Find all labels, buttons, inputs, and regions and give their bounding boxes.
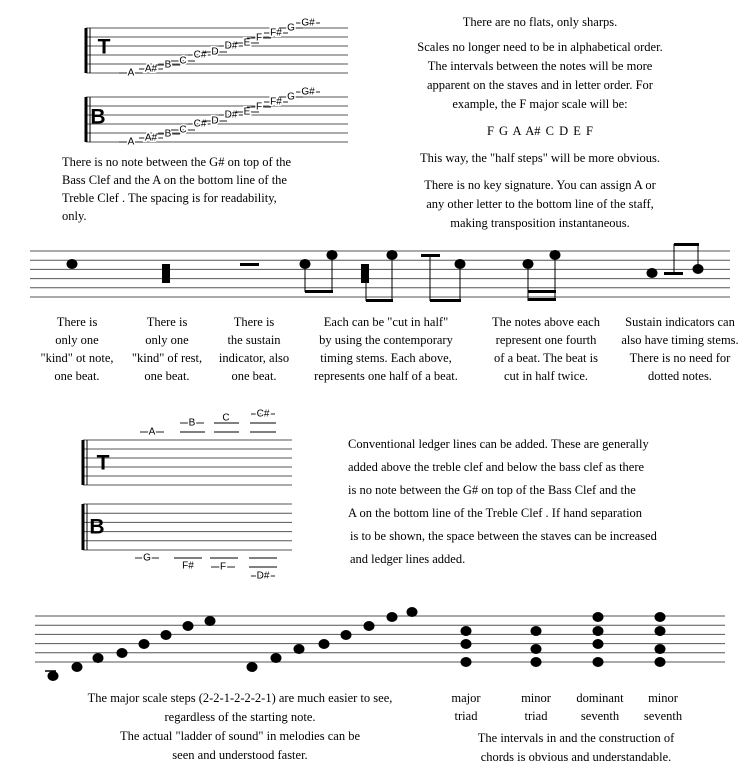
caption-note (40, 313, 113, 385)
note-head (593, 657, 604, 667)
text-line: added above the treble clef and below the bass clef as there (348, 460, 645, 474)
text-line: Treble Clef . The spacing is for readability, (62, 191, 277, 205)
text-line: by using the contemporary (319, 333, 453, 347)
bass-clef-label: B (89, 515, 105, 539)
note-head (593, 612, 604, 622)
beam (528, 290, 556, 293)
note-head (655, 626, 666, 636)
note-label: G (287, 22, 295, 34)
note-head (161, 630, 172, 640)
note-label: C# (193, 118, 207, 130)
note-label: A (127, 136, 135, 148)
note-head (205, 616, 216, 626)
text-line: one beat. (54, 369, 100, 383)
sustain-indicator (240, 263, 259, 266)
text-line: There is no need for (629, 351, 731, 365)
note-head (461, 657, 472, 667)
note-label: F (255, 32, 263, 44)
note-label: A# (144, 132, 158, 144)
note-head (387, 612, 398, 622)
note-head (655, 657, 666, 667)
text-line: dotted notes. (648, 369, 712, 383)
text-line: There is no note between the G# on top of the (62, 155, 292, 169)
text-line: triad (454, 709, 478, 723)
caption-sustain (219, 313, 289, 385)
note-head (364, 621, 375, 631)
note-label: F# (182, 560, 194, 572)
rest-symbol (361, 264, 369, 283)
rest-symbol (162, 264, 170, 283)
note-head (341, 630, 352, 640)
note-label: F (255, 101, 263, 113)
note-head (655, 612, 666, 622)
note-label: C (222, 412, 230, 424)
beam (674, 243, 699, 246)
note-head (407, 607, 418, 617)
beam (430, 299, 461, 302)
text-line: dominant (576, 691, 624, 705)
treble-clef-label: T (97, 35, 111, 59)
beam (366, 299, 393, 302)
note-label: F# (270, 27, 282, 39)
chord-label-minor-triad (521, 689, 551, 725)
note-head (183, 621, 194, 631)
text-line: only. (62, 209, 87, 223)
text-line: one beat. (231, 369, 277, 383)
note-head (294, 644, 305, 654)
text-line: Scales no longer need to be in alphabetical order. (417, 40, 663, 54)
note-label: F (219, 561, 227, 573)
text-line: minor (648, 691, 678, 705)
text-line: seventh (580, 709, 620, 723)
treble-clef-label: T (96, 451, 110, 475)
note-label: G# (301, 17, 315, 29)
note-head (531, 657, 542, 667)
text-line: making transposition instantaneous. (450, 216, 630, 230)
chord-intervals-text (478, 729, 674, 767)
scale-steps-text (88, 689, 393, 765)
note-head (271, 653, 282, 663)
note-head (48, 671, 59, 681)
text-line: The intervals between the notes will be more (427, 59, 653, 73)
text-line: Each can be "cut in half" (323, 315, 449, 329)
caption-quarter-beat (492, 313, 600, 385)
note-head (93, 653, 104, 663)
note-head (461, 626, 472, 636)
sustain-indicator (421, 254, 440, 257)
text-line: only one (145, 333, 189, 347)
text-line: seventh (643, 709, 683, 723)
text-line: represent one fourth (495, 333, 597, 347)
beam (305, 290, 333, 293)
text-line: is no note between the G# on top of the Bass Clef and the (348, 483, 636, 497)
note-head (72, 662, 83, 672)
chord-label-major-triad (451, 689, 480, 725)
beam (528, 298, 556, 301)
text-line: indicator, also (218, 351, 290, 365)
note-label: D# (224, 40, 238, 52)
note-label: C# (256, 408, 270, 420)
note-head (247, 662, 258, 672)
note-head (531, 644, 542, 654)
note-label: G (287, 91, 295, 103)
note-label: D# (256, 570, 270, 582)
note-head (461, 639, 472, 649)
note-head (531, 626, 542, 636)
caption-sustain-stems (621, 313, 738, 385)
text-line: timing stems. Each above, (320, 351, 452, 365)
text-line: The major scale steps (2-2-1-2-2-2-1) are much easier to see, (87, 691, 393, 705)
sustain-indicator (664, 272, 683, 275)
text-line: major (451, 691, 481, 705)
text-line: Sustain indicators can (625, 315, 735, 329)
note-label: B (164, 128, 172, 140)
text-line: one beat. (144, 369, 190, 383)
text-line: any other letter to the bottom line of the staff, (426, 197, 654, 211)
text-line: The actual "ladder of sound" in melodies can be (120, 729, 360, 743)
note-label: B (164, 59, 172, 71)
note-label: E (243, 37, 251, 49)
note-label: D (211, 115, 219, 127)
intro-text (417, 13, 662, 233)
note-head (647, 268, 658, 278)
text-line: only one (55, 333, 99, 347)
text-line: is to be shown, the space between the staves can be increased (350, 529, 657, 543)
text-line: The notes above each (492, 315, 600, 329)
text-line: There is (146, 315, 188, 329)
text-line: There are no flats, only sharps. (462, 15, 618, 29)
note-label: G# (301, 86, 315, 98)
text-line: regardless of the starting note. (164, 710, 316, 724)
note-label: F# (270, 96, 282, 108)
note-label: A# (144, 63, 158, 75)
chord-label-dominant-seventh (576, 689, 623, 725)
text-line: the sustain (227, 333, 281, 347)
text-line: Conventional ledger lines can be added. These are generally (348, 437, 649, 451)
note-label: C# (193, 49, 207, 61)
text-line: The intervals in and the construction of (477, 731, 675, 745)
text-line: A on the bottom line of the Treble Clef . If hand separation (348, 506, 643, 520)
note-label: D (211, 46, 219, 58)
note-head (655, 644, 666, 654)
bass-clef-label: B (90, 105, 106, 129)
text-line: "kind" of rest, (131, 351, 203, 365)
note-label: D# (224, 109, 238, 121)
text-line: and ledger lines added. (350, 552, 466, 566)
text-line: example, the F major scale will be: (452, 97, 628, 111)
ledger-paragraph (348, 433, 657, 571)
note-label: A (127, 67, 135, 79)
text-line: cut in half twice. (504, 369, 588, 383)
note-head (117, 648, 128, 658)
text-line: of a beat. The beat is (494, 351, 598, 365)
note-head (67, 259, 78, 269)
text-line: There is no key signature. You can assign A or (424, 178, 656, 192)
note-label: C (179, 124, 187, 136)
text-line: There is (233, 315, 275, 329)
text-line: seen and understood faster. (172, 748, 308, 762)
f-major-scale: F G A A# C D E F (486, 124, 594, 138)
text-line: also have timing stems. (621, 333, 739, 347)
chord-label-minor-seventh (644, 689, 682, 725)
text-line: Bass Clef and the A on the bottom line of the (62, 173, 287, 187)
text-line: minor (521, 691, 551, 705)
caption-half-beat (314, 313, 458, 385)
note-head (319, 639, 330, 649)
note-head (593, 626, 604, 636)
note-label: G (143, 552, 151, 564)
note-label: C (179, 55, 187, 67)
text-line: "kind" ot note, (40, 351, 114, 365)
spacing-note (62, 153, 291, 225)
text-line: chords is obvious and understandable. (480, 750, 672, 764)
text-line: This way, the "half steps" will be more obvious. (420, 151, 660, 165)
text-line: triad (524, 709, 548, 723)
note-label: A (148, 426, 156, 438)
text-line: represents one half of a beat. (314, 369, 458, 383)
note-head (593, 639, 604, 649)
text-line: apparent on the staves and in letter order. For (427, 78, 653, 92)
note-label: E (243, 106, 251, 118)
caption-rest (132, 313, 202, 385)
text-line: There is (56, 315, 98, 329)
note-head (139, 639, 150, 649)
note-label: B (188, 417, 196, 429)
